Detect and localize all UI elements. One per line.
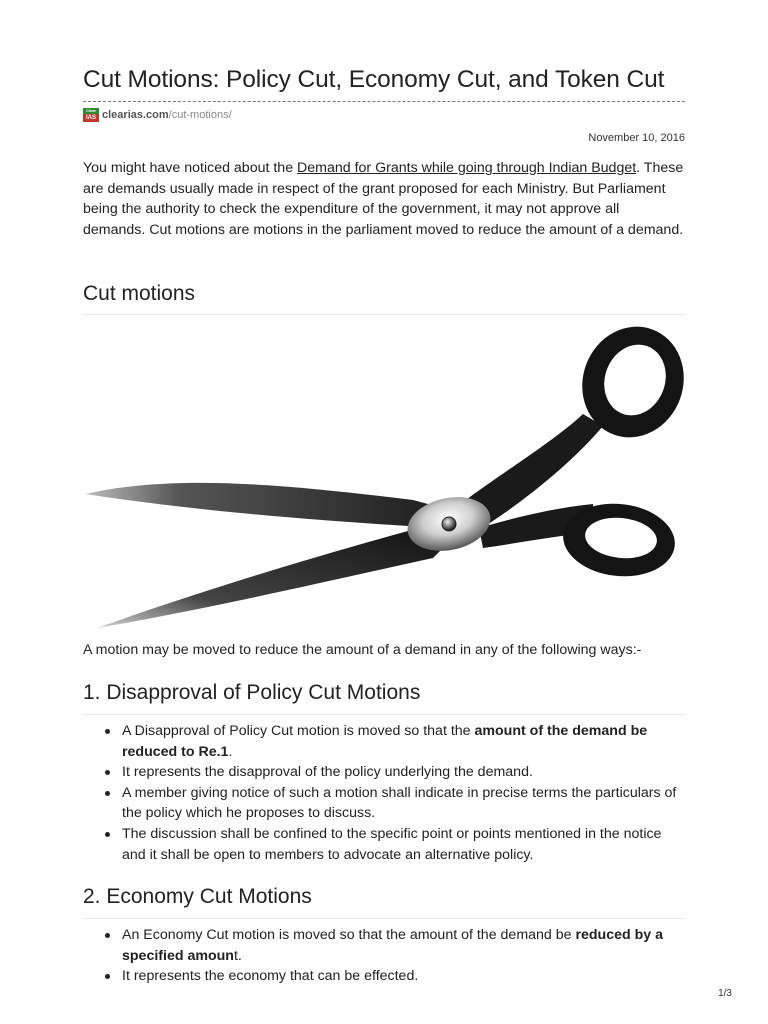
bullet bbox=[105, 729, 110, 734]
page-title: Cut Motions: Policy Cut, Economy Cut, and Token Cut bbox=[83, 66, 665, 93]
top-blade bbox=[85, 483, 465, 528]
list-item: A Disapproval of Policy Cut motion is moved so that the amount of the demand be reduced to Re.1. bbox=[83, 721, 685, 762]
economy-cut-list bbox=[83, 925, 685, 987]
heading-rule bbox=[83, 314, 685, 315]
bullet bbox=[105, 770, 110, 775]
source-path[interactable]: /cut-motions/ bbox=[168, 109, 232, 121]
demand-for-grants-link[interactable]: Demand for Grants while going through Indian Budget bbox=[297, 160, 637, 176]
source-line[interactable] bbox=[83, 108, 232, 122]
pivot-screw bbox=[442, 517, 456, 531]
bullet bbox=[105, 791, 110, 796]
page-number: 1/3 bbox=[718, 988, 732, 999]
scissors-illustration bbox=[83, 322, 685, 632]
list-item: An Economy Cut motion is moved so that the amount of the demand be reduced by a specified amount. bbox=[83, 925, 685, 966]
heading-policy-cut: 1. Disapproval of Policy Cut Motions bbox=[83, 681, 421, 704]
heading-rule bbox=[83, 714, 685, 715]
title-divider bbox=[83, 101, 685, 102]
bullet bbox=[105, 933, 110, 938]
list-item: A member giving notice of such a motion shall indicate in precise terms the particulars of the policy which he proposes to discuss. bbox=[83, 783, 685, 824]
bullet bbox=[105, 832, 110, 837]
source-domain[interactable]: clearias.com bbox=[102, 109, 169, 121]
bullet bbox=[105, 974, 110, 979]
policy-cut-list bbox=[83, 721, 685, 865]
intro-paragraph: You might have noticed about the Demand for Grants while going through Indian Budget. These are demands usually made in respect of the grant proposed for each Ministry. But Parliament being the authority to check the expenditure of the government, it may not approve all demands. Cut motions are motions in the parliament moved to reduce the amount of a demand. bbox=[83, 160, 684, 238]
list-item: It represents the disapproval of the policy underlying the demand. bbox=[83, 762, 685, 783]
bottom-blade bbox=[97, 528, 449, 628]
heading-cut-motions: Cut motions bbox=[83, 282, 196, 305]
ways-paragraph: A motion may be moved to reduce the amount of a demand in any of the following ways:- bbox=[83, 642, 642, 658]
clearias-logo: Clear IAS bbox=[83, 108, 99, 122]
list-item: The discussion shall be confined to the specific point or points mentioned in the notice and it shall be open to members to advocate an alternative policy. bbox=[83, 824, 685, 865]
publish-date: November 10, 2016 bbox=[588, 132, 685, 144]
heading-rule bbox=[83, 918, 685, 919]
list-item: It represents the economy that can be effected. bbox=[83, 966, 685, 987]
heading-economy-cut: 2. Economy Cut Motions bbox=[83, 885, 312, 908]
